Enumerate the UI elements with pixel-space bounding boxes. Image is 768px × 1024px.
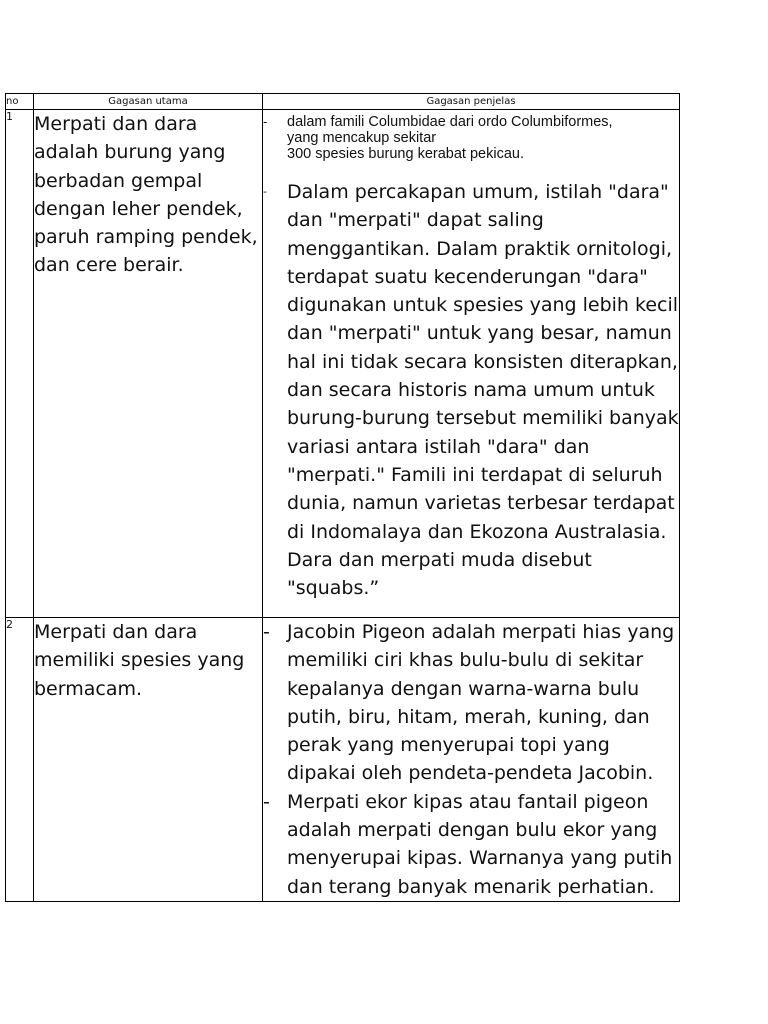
supporting-point: [263, 178, 679, 602]
supporting-idea-cell: [263, 618, 680, 902]
table-row: [6, 110, 680, 618]
supporting-text: [287, 114, 613, 162]
header-supporting-idea: Gagasan penjelas: [263, 94, 680, 110]
supporting-point: [263, 618, 679, 788]
bullet-dash: -: [263, 621, 270, 643]
row-number: 1: [6, 110, 34, 618]
supporting-point: [263, 788, 679, 901]
header-main-idea: Gagasan utama: [34, 94, 263, 110]
header-no: no: [6, 94, 34, 110]
supporting-text: Jacobin Pigeon adalah merpati hias yang memiliki ciri khas bulu-bulu di sekitar kepalanya dengan warna-warna bulu putih, biru, hitam, merah, kuning, dan perak yang menyerupai topi yang dipakai oleh pendeta-pendeta Jacobin.: [287, 621, 675, 785]
supporting-text-line: yang mencakup sekitar: [287, 130, 437, 146]
supporting-text-line: dalam famili Columbidae dari ordo Columbiformes,: [287, 114, 613, 130]
bullet-dash: -: [263, 185, 267, 198]
supporting-text-line: 300 spesies burung kerabat pekicau.: [287, 146, 524, 162]
bullet-dash: -: [263, 790, 270, 813]
ideas-table: [5, 93, 680, 902]
supporting-idea-cell: [263, 110, 680, 618]
supporting-text: Dalam percakapan umum, istilah "dara" dan "merpati" dapat saling menggantikan. Dalam praktik ornitologi, terdapat suatu kecenderungan "dara" digunakan untuk spesies yang lebih kecil dan "merpati" untuk yang besar, namun hal ini tidak secara konsisten diterapkan, dan secara historis nama umum untuk burung-burung tersebut memiliki banyak variasi antara istilah "dara" dan "merpati." Famili ini terdapat di seluruh dunia, namun varietas terbesar terdapat di Indomalaya dan Ekozona Australasia. Dara dan merpati muda disebut "squabs.”: [287, 181, 679, 600]
supporting-text: Merpati ekor kipas atau fantail pigeon adalah merpati dengan bulu ekor yang menyerupai kipas. Warnanya yang putih dan terang banyak menarik perhatian.: [287, 790, 673, 898]
table-row: [6, 618, 680, 902]
supporting-point: [263, 110, 679, 162]
main-idea-cell: Merpati dan dara memiliki spesies yang bermacam.: [34, 618, 263, 902]
main-idea-cell: Merpati dan dara adalah burung yang berbadan gempal dengan leher pendek, paruh ramping pendek, dan cere berair.: [34, 110, 263, 618]
bullet-dash: -: [263, 114, 268, 129]
row-number: 2: [6, 618, 34, 902]
header-row: [6, 94, 680, 110]
